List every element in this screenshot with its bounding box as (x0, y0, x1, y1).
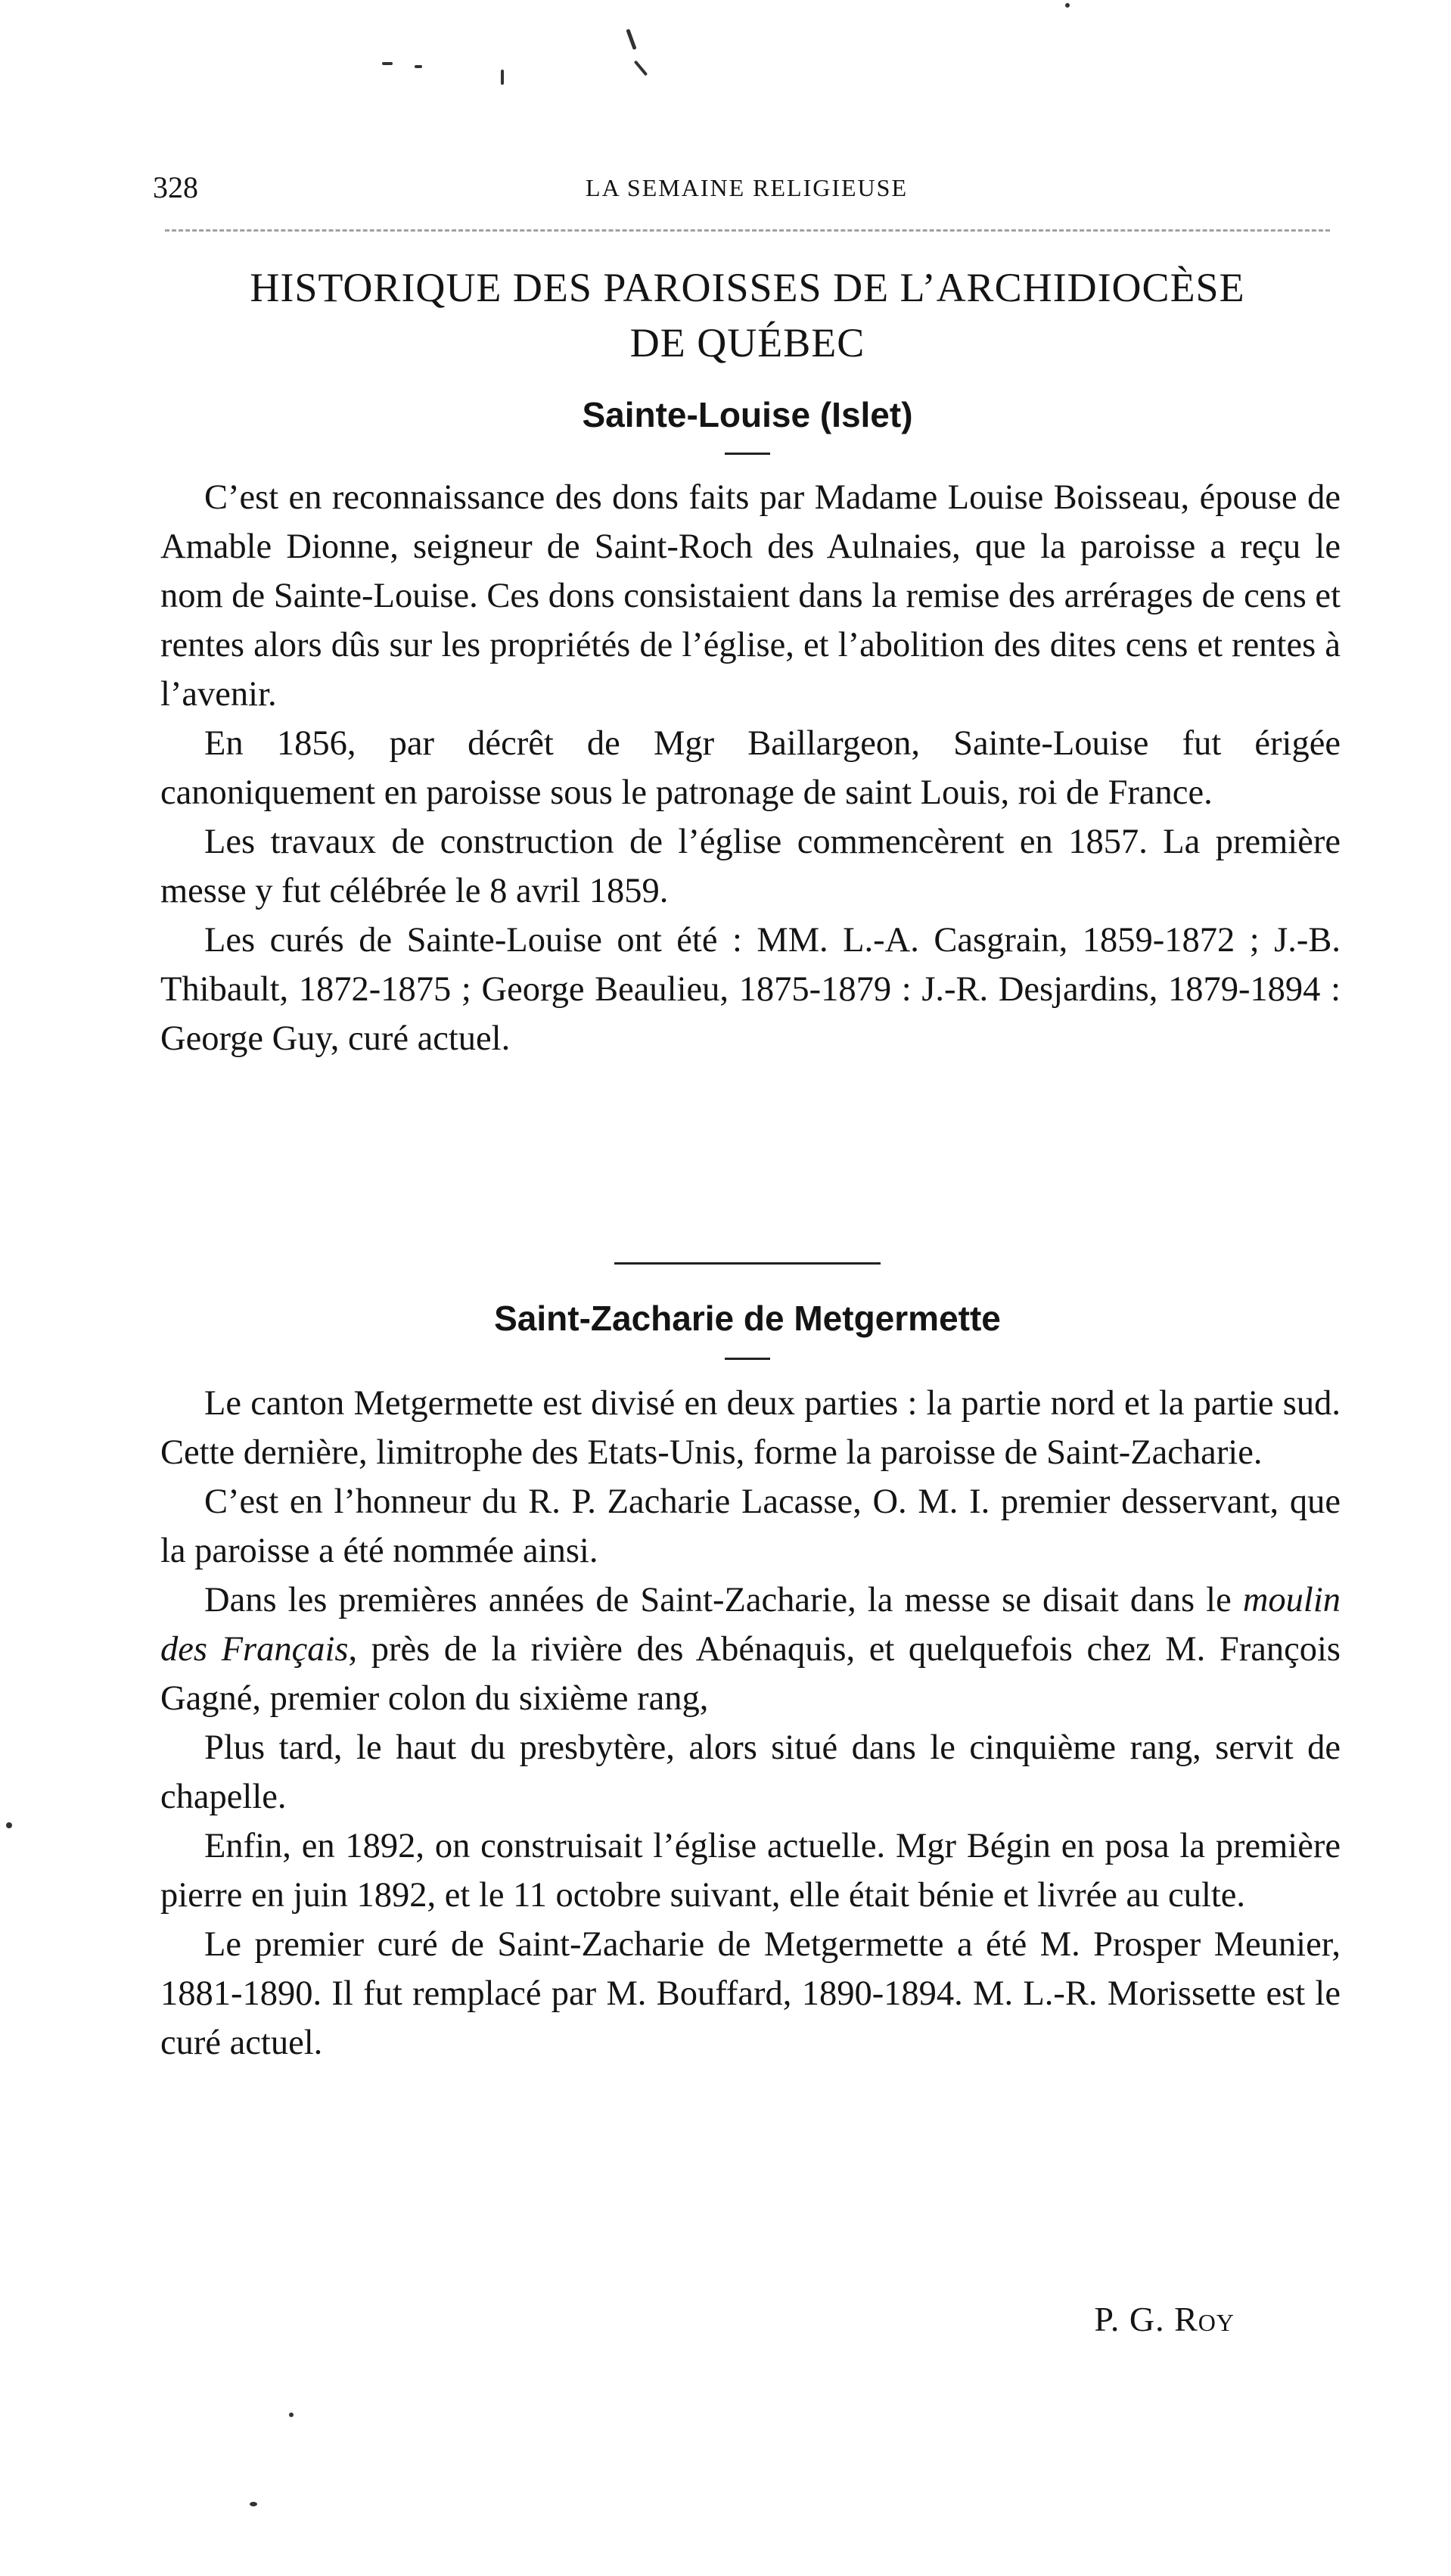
scan-speck (415, 65, 422, 68)
paragraph: Le canton Metgermette est divisé en deux parties : la partie nord et la partie sud. Cette dernière, limitrophe des Etats-Unis, forme la paroisse de Saint-Zacharie. (160, 1384, 1341, 1472)
scan-speck (634, 61, 648, 76)
section-heading-sainte-louise: Sainte-Louise (Islet) (582, 395, 913, 434)
scan-speck (382, 62, 393, 65)
scan-speck (6, 1822, 12, 1828)
section-separator (614, 1262, 881, 1265)
running-head: LA SEMAINE RELIGIEUSE (586, 174, 908, 201)
paragraph: Enfin, en 1892, on construisait l’église actuelle. Mgr Bégin en posa la première pierre en juin 1892, et le 11 octobre suivant, elle était bénie et livrée au culte. (160, 1827, 1341, 1915)
page-header (153, 165, 1341, 210)
paragraph: Plus tard, le haut du presbytère, alors situé dans le cinquième rang, servit de chapelle. (160, 1728, 1341, 1816)
article-title-line1: HISTORIQUE DES PAROISSES DE L’ARCHIDIOCÈSE (250, 265, 1245, 310)
scan-speck (626, 29, 636, 50)
paragraph: Le premier curé de Saint-Zacharie de Metgermette a été M. Prosper Meunier, 1881-1890. Il fut remplacé par M. Bouffard, 1890-1894. M. L.-R. Morissette est le curé actuel. (160, 1925, 1341, 2062)
scan-speck (501, 70, 504, 85)
scan-speck (289, 2413, 294, 2417)
header-rule (165, 229, 1330, 232)
paragraph: Les travaux de construction de l’église commencèrent en 1857. La première messe y fut célébrée le 8 avril 1859. (160, 823, 1341, 910)
scan-speck (1065, 3, 1070, 8)
paragraph: C’est en l’honneur du R. P. Zacharie Lacasse, O. M. I. premier desservant, que la paroisse a été nommée ainsi. (160, 1482, 1341, 1570)
author-signature: P. G. Roy (1094, 2300, 1235, 2338)
heading-dash (725, 453, 770, 455)
page-number: 328 (153, 170, 198, 204)
section-body-saint-zacharie (160, 1379, 1341, 2067)
paragraph: Les curés de Sainte-Louise ont été : MM. L.-A. Casgrain, 1859-1872 ; J.-B. Thibault, 1872-1875 ; George Beaulieu, 1875-1879 : J.-R. Desjardins, 1879-1894 : George Guy, curé actuel. (160, 921, 1341, 1058)
paragraph: En 1856, par décrêt de Mgr Baillargeon, Sainte-Louise fut érigée canoniquement en paroisse sous le patronage de saint Louis, roi de France. (160, 724, 1341, 812)
section-body-sainte-louise (160, 473, 1341, 1063)
text-run: Dans les premières années de Saint-Zacharie, la messe se disait dans le (204, 1581, 1243, 1619)
heading-dash (725, 1358, 770, 1360)
article-title-line2: DE QUÉBEC (629, 320, 865, 366)
italic-place-name: moulin des Français (160, 1581, 1341, 1669)
paragraph-mill (160, 1576, 1341, 1723)
scan-speck (250, 2502, 257, 2506)
paragraph: C’est en reconnaissance des dons faits par Madame Louise Boisseau, épouse de Amable Dionne, seigneur de Saint-Roch des Aulnaies, que la paroisse a reçu le nom de Sainte-Louise. Ces dons consistaient dans la remise des arrérages de cens et rentes alors dûs sur les propriétés de l’église, et l’abolition des dites cens et rentes à l’avenir. (160, 478, 1341, 714)
section-heading-saint-zacharie: Saint-Zacharie de Metgermette (494, 1299, 1001, 1338)
text-run: , près de la rivière des Abénaquis, et quelquefois chez M. François Gagné, premier colon du sixième rang, (160, 1630, 1341, 1718)
